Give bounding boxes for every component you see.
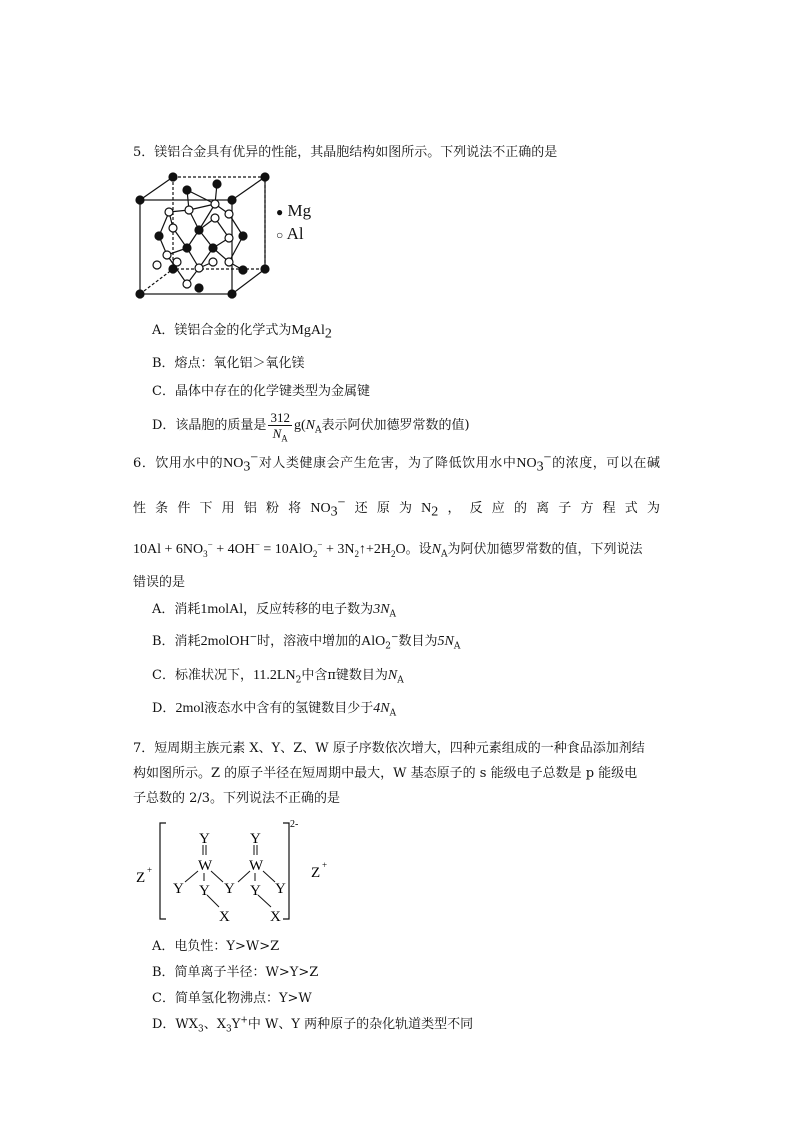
atom-y-right-outer: Y bbox=[275, 881, 286, 897]
atom-y-top-left: Y bbox=[199, 831, 210, 847]
cation-left-charge: + bbox=[147, 865, 153, 875]
q5-option-c: C．晶体中存在的化学键类型为金属键 bbox=[152, 384, 370, 399]
q6-d-prefix: D． bbox=[152, 701, 176, 716]
legend-al-symbol: ○ bbox=[276, 228, 284, 242]
q7-d-mid: 、X bbox=[203, 1017, 227, 1032]
eq-p6: O bbox=[395, 542, 406, 557]
cation-right-charge: + bbox=[322, 860, 328, 870]
q7-option-d bbox=[152, 1016, 473, 1034]
q7-d-suffix: 中 W、Y 两种原子的杂化轨道类型不同 bbox=[247, 1017, 474, 1032]
q6-line3 bbox=[133, 541, 643, 559]
q6-a-qty: 1molAl bbox=[200, 602, 244, 617]
q6-c-qty-sub: 2 bbox=[295, 675, 302, 686]
cation-left: Z bbox=[136, 870, 146, 886]
q6-b-ion-sub: 2 bbox=[385, 641, 391, 652]
eq-p1-sup: − bbox=[207, 539, 213, 550]
q7-line1: 7．短周期主族元素 X、Y、Z、W 原子序数依次增大，四种元素组成的一种食品添加剂结 bbox=[133, 741, 645, 756]
eq-p2: + 4OH bbox=[212, 542, 255, 557]
q6-option-c bbox=[152, 667, 404, 685]
q7-d-y: Y bbox=[231, 1017, 241, 1032]
atom-w-left: W bbox=[198, 858, 213, 874]
q6-option-a bbox=[152, 601, 396, 619]
legend-mg bbox=[276, 200, 311, 223]
q6-c-mid: 中含π键数目为 bbox=[301, 668, 388, 683]
q7-line3: 子总数的 2/3。下列说法不正确的是 bbox=[133, 791, 341, 806]
eq-p3-sub: 2 bbox=[312, 548, 318, 559]
q6-l2-prefix: 性条件下用铝粉将 bbox=[133, 501, 311, 516]
legend-mg-symbol: ● bbox=[276, 205, 284, 219]
q6-option-d bbox=[152, 700, 396, 718]
q6-a-mid: ，反应转移的电子数为 bbox=[243, 602, 374, 617]
atom-w-right: W bbox=[249, 858, 264, 874]
atom-x-left: X bbox=[219, 909, 230, 925]
legend-al-label: Al bbox=[286, 224, 304, 243]
q6-l1-suffix: 的浓度，可以在碱 bbox=[551, 456, 660, 471]
q7-option-b: B．简单离子半径：W>Y>Z bbox=[152, 965, 319, 980]
atom-y-bridge: Y bbox=[224, 881, 235, 897]
q6-l2-n2: N bbox=[421, 501, 432, 516]
q6-c-val-sub: A bbox=[397, 675, 404, 686]
q6-b-mid2: 数目为 bbox=[398, 634, 438, 649]
q6-d-qty: 2mol bbox=[175, 701, 205, 716]
q5-option-a bbox=[152, 322, 332, 340]
q5-d-denominator bbox=[268, 426, 292, 444]
q6-l3-b: 为阿伏加德罗常数的值，下列说法 bbox=[447, 542, 643, 557]
q6-l3-a: 。设 bbox=[405, 542, 432, 557]
q6-l2-no3: NO bbox=[310, 501, 331, 516]
atom-y-left-lower: Y bbox=[199, 883, 210, 899]
q5-d-den-sub: A bbox=[281, 433, 288, 444]
q7-d-sup: + bbox=[240, 1015, 248, 1026]
q6-a-val-sub: A bbox=[389, 609, 397, 620]
q6-l1-middle: 对人类健康会产生危害，为了降低饮用水中 bbox=[258, 456, 517, 471]
q7-d-s1: 3 bbox=[198, 1024, 204, 1035]
eq-p2-sup: − bbox=[254, 539, 260, 550]
q6-l2-n2-sub: 2 bbox=[431, 504, 439, 520]
q6-l1-prefix: 6．饮用水中的 bbox=[133, 456, 224, 471]
q6-l1-no3-sub: 3 bbox=[243, 459, 251, 475]
q6-l2-no3-sup: − bbox=[337, 495, 346, 511]
q6-b-ion-sup: − bbox=[390, 632, 399, 643]
q7-option-c: C．简单氢化物沸点：Y>W bbox=[152, 991, 312, 1006]
eq-p3-sup: − bbox=[317, 539, 323, 550]
q6-b-mid: 时，溶液中增加的 bbox=[257, 634, 362, 649]
q7-line2: 构如图所示。Z 的原子半径在短周期中最大，W 基态原子的 s 能级电子总数是 p 能级电 bbox=[133, 766, 638, 781]
q5-option-d bbox=[152, 410, 470, 444]
crystal-legend bbox=[276, 200, 311, 246]
eq-p1-sub: 3 bbox=[203, 548, 208, 559]
q5-stem: 5．镁铝合金具有优异的性能，其晶胞结构如图所示。下列说法不正确的是 bbox=[133, 145, 558, 160]
q6-d-val: 4N bbox=[373, 701, 390, 716]
eq-p1: 10Al + 6NO bbox=[133, 542, 204, 557]
legend-al bbox=[276, 223, 311, 246]
q5-d-den-n: N bbox=[272, 426, 282, 441]
q6-d-val-sub: A bbox=[389, 708, 397, 719]
q5-d-text: D．该晶胞的质量是 bbox=[152, 418, 267, 433]
q6-b-val: 5N bbox=[437, 634, 454, 649]
q6-b-qty: 2molOH bbox=[200, 634, 250, 649]
q5-d-numerator: 312 bbox=[270, 410, 290, 425]
q5-option-b: B．熔点：氧化铝＞氧化镁 bbox=[152, 356, 305, 371]
eq-p5: ↑+2H bbox=[359, 542, 392, 557]
q7-d-s2: 3 bbox=[226, 1024, 232, 1035]
q6-b-ion: AlO bbox=[361, 634, 386, 649]
q6-l2-no3-sub: 3 bbox=[330, 504, 338, 520]
q5-a-text: A．镁铝合金的化学式为 bbox=[152, 323, 292, 338]
q6-b-prefix: B．消耗 bbox=[152, 634, 201, 649]
q6-l3-na-sub: A bbox=[441, 549, 448, 560]
atom-x-right: X bbox=[270, 909, 281, 925]
q6-c-prefix: C．标准状况下， bbox=[152, 668, 253, 683]
q6-b-val-sub: A bbox=[453, 641, 461, 652]
q5-d-paren: ( bbox=[300, 418, 306, 433]
q5-a-formula: MgAl bbox=[291, 323, 325, 338]
q6-l2-suffix: ，反应的离子方程式为 bbox=[438, 501, 660, 516]
q6-a-prefix: A．消耗 bbox=[152, 602, 201, 617]
q6-line2 bbox=[133, 495, 660, 520]
eq-p3: = 10AlO bbox=[259, 542, 313, 557]
q6-l1-no3: NO bbox=[223, 456, 244, 471]
q5-a-sub: 2 bbox=[324, 326, 332, 342]
q6-l1-no3-sup: − bbox=[250, 450, 259, 466]
q6-l3-na: N bbox=[431, 542, 442, 557]
anion-charge: 2- bbox=[290, 819, 299, 830]
eq-p5-sub: 2 bbox=[391, 548, 396, 559]
q5-d-na-sub: A bbox=[314, 425, 322, 436]
legend-mg-label: Mg bbox=[287, 201, 312, 220]
q6-equation bbox=[133, 539, 406, 559]
q6-l1-no3-b-sup: − bbox=[543, 450, 552, 466]
q6-d-mid: 液态水中含有的氢键数目少于 bbox=[204, 701, 374, 716]
atom-y-top-right: Y bbox=[250, 831, 261, 847]
q6-line1 bbox=[133, 450, 660, 475]
q6-line4: 错误的是 bbox=[133, 575, 186, 590]
q5-d-fraction bbox=[268, 410, 292, 444]
q5-d-na: N bbox=[305, 418, 315, 433]
q5-d-unit: g bbox=[293, 418, 301, 433]
q7-d-prefix: D．WX bbox=[152, 1017, 199, 1032]
structure-diagram bbox=[133, 815, 343, 925]
atom-y-left-outer: Y bbox=[173, 881, 184, 897]
q6-c-val: N bbox=[387, 668, 398, 683]
eq-p4: + 3N bbox=[322, 542, 355, 557]
q6-option-b bbox=[152, 633, 460, 651]
eq-p4-sub: 2 bbox=[354, 548, 360, 559]
q6-a-val: 3N bbox=[373, 602, 390, 617]
q6-c-qty: 11.2LN bbox=[252, 668, 296, 683]
q6-b-qty-sup: − bbox=[249, 632, 258, 643]
crystal-cell-diagram bbox=[133, 170, 278, 300]
q5-d-suffix: 表示阿伏加德罗常数的值) bbox=[321, 418, 470, 433]
atom-y-right-lower: Y bbox=[250, 883, 261, 899]
q6-l2-middle: 还原为 bbox=[345, 501, 422, 516]
q7-option-a: A．电负性：Y>W>Z bbox=[152, 939, 280, 954]
q6-l1-no3-b: NO bbox=[516, 456, 537, 471]
cation-right: Z bbox=[311, 865, 321, 881]
q6-l1-no3-b-sub: 3 bbox=[536, 459, 544, 475]
